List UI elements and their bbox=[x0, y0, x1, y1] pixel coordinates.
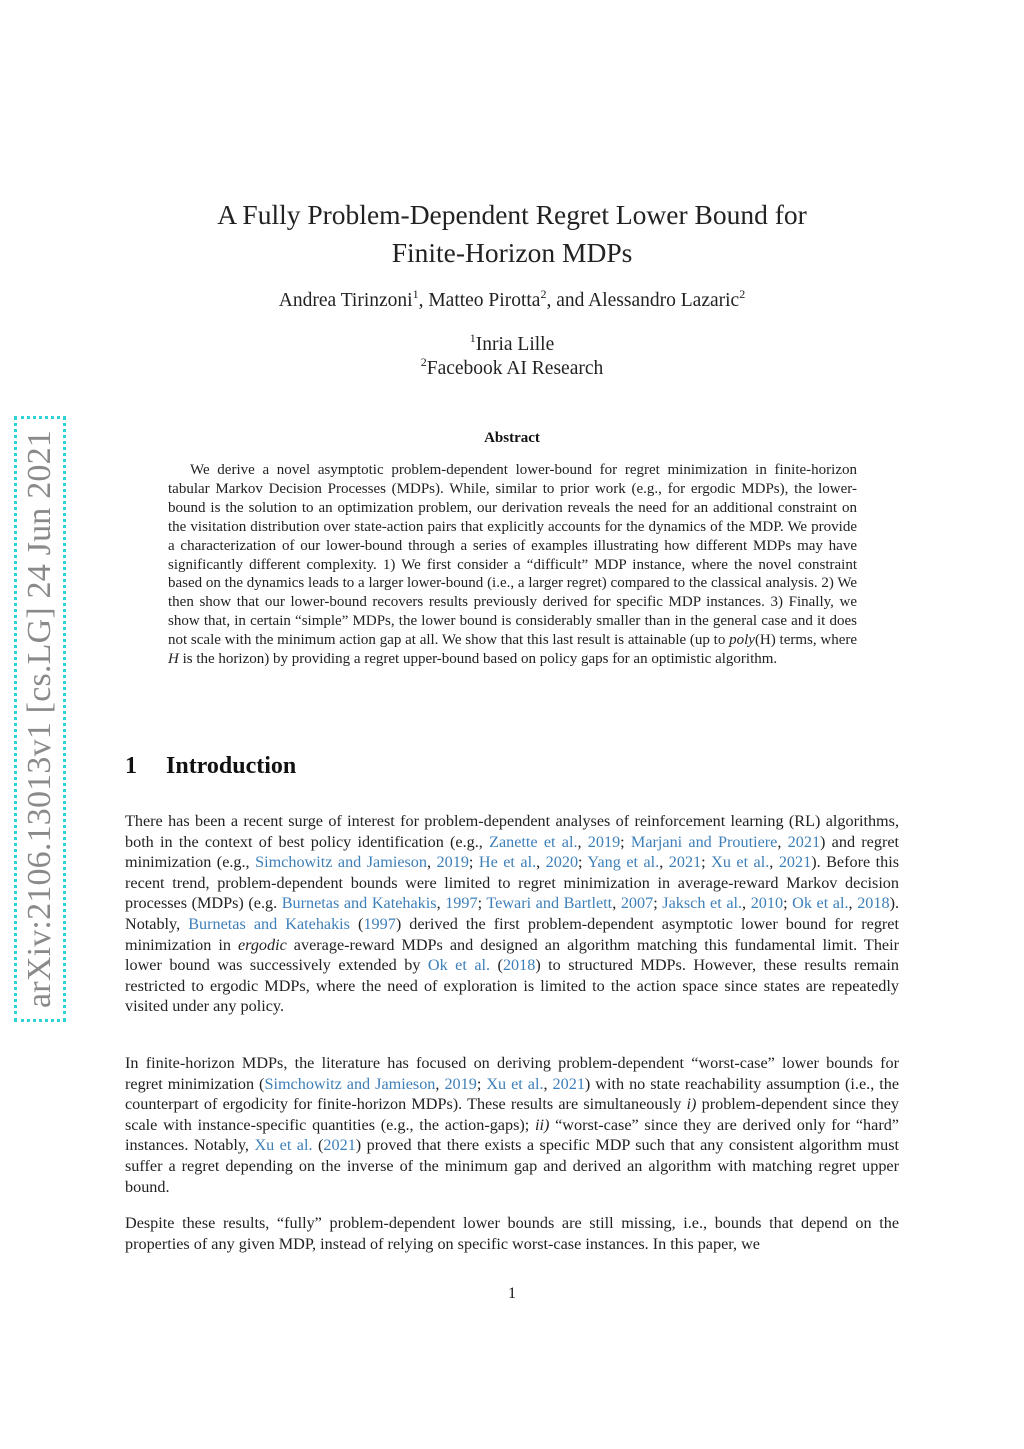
citation-link[interactable]: 2021 bbox=[778, 853, 812, 872]
text: , bbox=[435, 1074, 445, 1093]
citation-link[interactable]: Simchowitz and Jamieson bbox=[255, 853, 427, 872]
author-affiliation-mark: 2 bbox=[739, 287, 746, 301]
citation-link[interactable]: Xu et al. bbox=[254, 1136, 313, 1155]
text: ; bbox=[653, 894, 663, 913]
text: , bbox=[536, 853, 546, 872]
emphasis: ergodic bbox=[237, 935, 287, 954]
citation-link[interactable]: 2019 bbox=[436, 853, 469, 872]
intro-paragraph-3 bbox=[125, 1213, 899, 1254]
citation-link[interactable]: 2021 bbox=[668, 853, 702, 872]
emphasis: ii) bbox=[535, 1115, 550, 1134]
text: ; bbox=[578, 853, 588, 872]
text: ). Before this recent trend, problem-dependent bounds were limited to regret minimization in average-reward Markov decision processes (MDPs) (e.g. bbox=[125, 853, 900, 913]
text: In finite-horizon MDPs, the literature has focused on deriving problem-dependent “worst-case” lower bounds for regret minimization ( bbox=[125, 1054, 899, 1093]
citation-link[interactable]: Yang et al. bbox=[587, 853, 660, 872]
text: ; bbox=[476, 1074, 487, 1093]
abstract-segment: We derive a novel asymptotic problem-dependent lower-bound for regret minimization in finite-horizon tabular Markov Decision Processes (MDPs). While, similar to prior work (e.g., for ergodic MDPs), the lower-bound is the solution to an optimization problem, our derivation reveals the need for an additional constraint on the visitation distribution over state-action pairs that explicitly accounts for the dynamics of the MDP. We provide a characterization of our lower-bound through a series of examples illustrating how different MDPs may have significantly different complexity. 1) We first consider a “difficult” MDP instance, where the novel constraint based on the dynamics leads to a larger lower-bound (i.e., a larger regret) compared to the classical analysis. 2) We then show that our lower-bound recovers results previously derived for specific MDP instances. 3) Finally, we show that, in certain “simple” MDPs, the lower bound is considerably smaller than in the general case and it does not scale with the minimum action gap at all. We show that this last result is attainable (up to bbox=[168, 462, 857, 649]
citation-link[interactable]: 2018 bbox=[857, 894, 890, 913]
author-separator: , bbox=[418, 290, 429, 311]
text: ) proved that there exists a specific MDP such that any consistent algorithm must suffer a regret depending on the inverse of the minimum gap and derived an algorithm with matching regret upper bound. bbox=[125, 1136, 900, 1196]
affiliation-number: 1 bbox=[469, 331, 476, 345]
affiliation bbox=[130, 357, 894, 381]
citation-link[interactable]: Ok et al. bbox=[792, 894, 849, 913]
abstract-segment: terms, where bbox=[775, 632, 858, 649]
citation-link[interactable]: 2010 bbox=[750, 894, 784, 913]
math-H: (H) bbox=[754, 632, 776, 649]
arxiv-stamp bbox=[14, 416, 66, 1022]
text: ( bbox=[312, 1136, 324, 1155]
text: , bbox=[659, 853, 669, 872]
text: , bbox=[742, 894, 751, 913]
citation-link[interactable]: 1997 bbox=[445, 894, 478, 913]
paper-title bbox=[130, 196, 894, 272]
text: , bbox=[543, 1074, 553, 1093]
abstract-segment: is the horizon) by providing a regret upper-bound based on policy gaps for an optimistic algorithm. bbox=[178, 651, 778, 668]
citation-link[interactable]: 2021 bbox=[323, 1136, 356, 1155]
section-title: Introduction bbox=[166, 753, 297, 779]
affiliation-name: Inria Lille bbox=[475, 334, 555, 355]
author-affiliation-mark: 2 bbox=[540, 287, 547, 301]
citation-link[interactable]: Marjani and Proutiere bbox=[630, 832, 778, 851]
abstract-text bbox=[168, 461, 857, 669]
text: , bbox=[777, 832, 788, 851]
text: ) and regret minimization (e.g., bbox=[125, 832, 900, 872]
citation-link[interactable]: 2021 bbox=[787, 832, 821, 851]
text: , bbox=[612, 894, 621, 913]
citation-link[interactable]: Xu et al. bbox=[486, 1074, 544, 1093]
math-poly: poly bbox=[729, 632, 755, 649]
citation-link[interactable]: He et al. bbox=[478, 853, 537, 872]
text: , bbox=[848, 894, 858, 913]
text: ; bbox=[620, 832, 631, 851]
citation-link[interactable]: 1997 bbox=[363, 914, 396, 933]
text: ) to structured MDPs. However, these results remain restricted to ergodic MDPs, where the need of exploration is limited to the action space since states are repeatedly visited under any policy. bbox=[125, 956, 899, 1016]
citation-link[interactable]: Ok et al. bbox=[427, 956, 491, 975]
text: ( bbox=[490, 956, 503, 975]
title-line-1: A Fully Problem-Dependent Regret Lower Bound for bbox=[217, 199, 807, 230]
math-H: H bbox=[168, 651, 179, 668]
text: ) derived the first problem-dependent asymptotic lower bound for regret minimization in bbox=[125, 914, 899, 954]
citation-link[interactable]: Xu et al. bbox=[711, 853, 770, 872]
text: , bbox=[769, 853, 779, 872]
citation-link[interactable]: Burnetas and Katehakis bbox=[281, 894, 437, 913]
citation-link[interactable]: Burnetas and Katehakis bbox=[188, 914, 350, 933]
text: average-reward MDPs and designed an algorithm matching this fundamental limit. Their lower bound was successively extended by bbox=[125, 935, 899, 975]
title-line-2: Finite-Horizon MDPs bbox=[391, 237, 633, 268]
author-affiliation-mark: 1 bbox=[412, 287, 419, 301]
intro-paragraph-1 bbox=[125, 811, 899, 1017]
text: ( bbox=[349, 914, 364, 933]
citation-link[interactable]: Jaksch et al. bbox=[662, 894, 743, 913]
affiliation-list bbox=[130, 333, 894, 381]
citation-link[interactable]: 2019 bbox=[444, 1074, 477, 1093]
page-number: 1 bbox=[508, 1285, 516, 1302]
author-list bbox=[130, 287, 894, 312]
author-name: Andrea Tirinzoni bbox=[278, 290, 413, 311]
text: ). Notably, bbox=[125, 894, 899, 933]
citation-link[interactable]: Zanette et al. bbox=[489, 832, 578, 851]
citation-link[interactable]: 2018 bbox=[502, 956, 536, 975]
text: “worst-case” since they are derived only for “hard” instances. Notably, bbox=[125, 1115, 899, 1155]
author-separator: , and bbox=[546, 290, 589, 311]
citation-link[interactable]: 2019 bbox=[587, 832, 621, 851]
text: , bbox=[436, 894, 446, 913]
arxiv-stamp-text: arXiv:2106.13013v1 [cs.LG] 24 Jun 2021 bbox=[21, 430, 59, 1008]
text: ; bbox=[783, 894, 793, 913]
affiliation-number: 2 bbox=[420, 355, 427, 369]
section-number: 1 bbox=[125, 753, 137, 779]
text: ; bbox=[468, 853, 479, 872]
text: problem-dependent since they scale with instance-specific quantities (e.g., the action-gaps); bbox=[125, 1095, 899, 1134]
citation-link[interactable]: Tewari and Bartlett bbox=[486, 894, 613, 913]
text: , bbox=[577, 832, 588, 851]
author-name: Alessandro Lazaric bbox=[588, 290, 740, 311]
citation-link[interactable]: 2021 bbox=[552, 1074, 585, 1093]
intro-paragraph-2 bbox=[125, 1053, 899, 1197]
section-heading bbox=[125, 753, 296, 780]
abstract-heading: Abstract bbox=[484, 430, 540, 446]
text: ; bbox=[477, 894, 487, 913]
text: ) with no state reachability assumption (i.e., the counterpart of ergodicity for finite-horizon MDPs). These results are simultaneously bbox=[125, 1074, 900, 1114]
citation-link[interactable]: 2020 bbox=[545, 853, 579, 872]
affiliation bbox=[130, 333, 894, 357]
text: Despite these results, “fully” problem-dependent lower bounds are still missing, i.e., bounds that depend on the properties of any given MDP, instead of relying on specific worst-case instances. In this paper, we bbox=[125, 1214, 899, 1253]
text: ; bbox=[701, 853, 712, 872]
citation-link[interactable]: Simchowitz and Jamieson bbox=[264, 1074, 436, 1093]
emphasis: i) bbox=[686, 1095, 697, 1114]
author-name: Matteo Pirotta bbox=[428, 290, 541, 311]
text: There has been a recent surge of interest for problem-dependent analyses of reinforcement learning (RL) algorithms, both in the context of best policy identification (e.g., bbox=[125, 812, 899, 851]
text: , bbox=[427, 853, 437, 872]
citation-link[interactable]: 2007 bbox=[620, 894, 654, 913]
affiliation-name: Facebook AI Research bbox=[426, 358, 604, 379]
